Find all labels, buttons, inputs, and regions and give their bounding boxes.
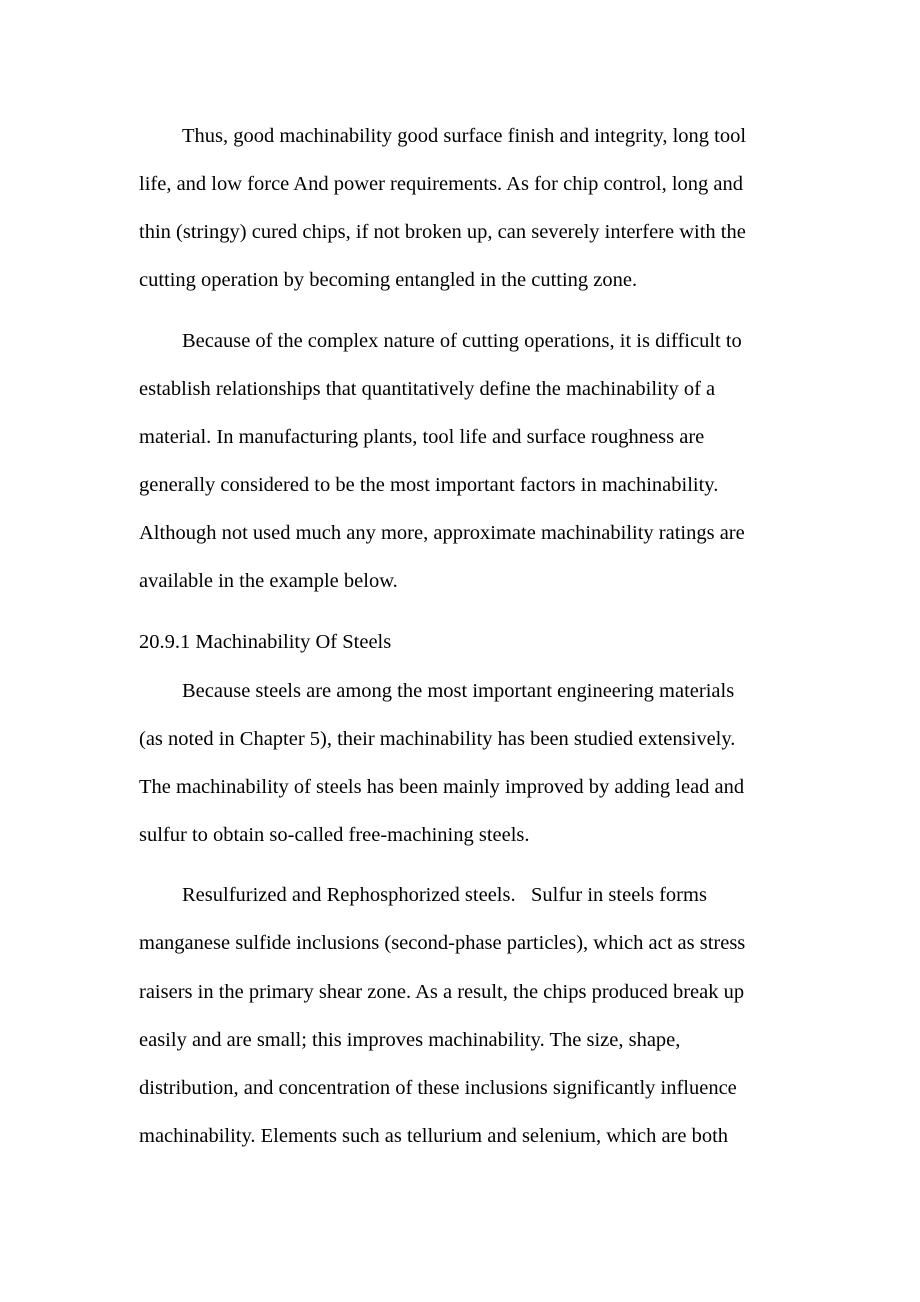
paragraph-line: Because steels are among the most important engineering materials	[182, 680, 735, 702]
paragraph-line: available in the example below.	[139, 570, 398, 592]
paragraph-line: Thus, good machinability good surface finish and integrity, long tool	[182, 125, 747, 147]
paragraph-line: raisers in the primary shear zone. As a result, the chips produced break up	[139, 981, 745, 1003]
paragraph-line: cutting operation by becoming entangled in the cutting zone.	[139, 269, 638, 291]
paragraph-line: machinability. Elements such as tellurium and selenium, which are both	[139, 1125, 729, 1147]
section-heading: 20.9.1 Machinability Of Steels	[139, 631, 392, 653]
paragraph-line: Resulfurized and Rephosphorized steels. Sulfur in steels forms	[182, 884, 707, 906]
paragraph-line: Because of the complex nature of cutting operations, it is difficult to	[182, 330, 742, 352]
paragraph-line: The machinability of steels has been mainly improved by adding lead and	[139, 776, 745, 798]
paragraph-line: generally considered to be the most important factors in machinability.	[139, 474, 719, 496]
paragraph-line: manganese sulfide inclusions (second-phase particles), which act as stress	[139, 932, 746, 954]
paragraph-line: thin (stringy) cured chips, if not broken up, can severely interfere with the	[139, 221, 746, 243]
paragraph-line: establish relationships that quantitatively define the machinability of a	[139, 378, 716, 400]
paragraph-line: (as noted in Chapter 5), their machinability has been studied extensively.	[139, 728, 736, 750]
paragraph-line: distribution, and concentration of these inclusions significantly influence	[139, 1077, 737, 1099]
paragraph-line: material. In manufacturing plants, tool life and surface roughness are	[139, 426, 705, 448]
paragraph-line: sulfur to obtain so-called free-machining steels.	[139, 824, 530, 846]
paragraph-line: easily and are small; this improves machinability. The size, shape,	[139, 1029, 681, 1051]
paragraph-line: life, and low force And power requirements. As for chip control, long and	[139, 173, 744, 195]
paragraph-line: Although not used much any more, approximate machinability ratings are	[139, 522, 745, 544]
